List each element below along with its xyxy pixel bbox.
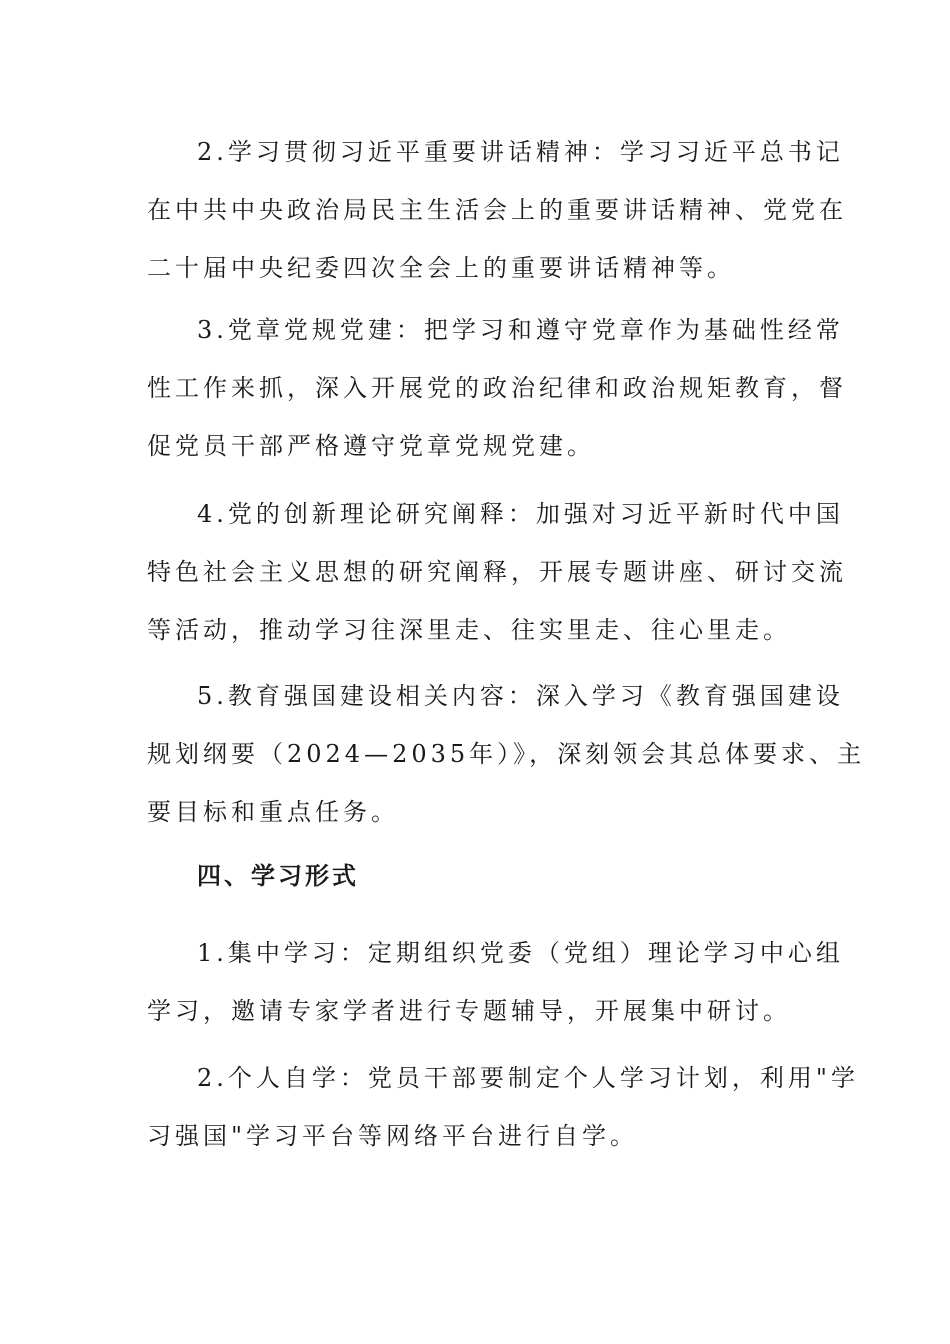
paragraph-line: 习强国"学习平台等网络平台进行自学。	[147, 1122, 639, 1150]
paragraph-line: 5.教育强国建设相关内容：深入学习《教育强国建设	[197, 682, 844, 710]
paragraph-line: 特色社会主义思想的研究阐释，开展专题讲座、研讨交流	[147, 558, 847, 586]
paragraph-line: 1.集中学习：定期组织党委（党组）理论学习中心组	[197, 939, 844, 967]
paragraph-line: 性工作来抓，深入开展党的政治纪律和政治规矩教育，督	[147, 374, 847, 402]
paragraph-line: 学习，邀请专家学者进行专题辅导，开展集中研讨。	[147, 997, 791, 1025]
paragraph-line: 等活动，推动学习往深里走、往实里走、往心里走。	[147, 616, 791, 644]
paragraph-line: 4.党的创新理论研究阐释：加强对习近平新时代中国	[197, 500, 844, 528]
paragraph-line: 2.学习贯彻习近平重要讲话精神：学习习近平总书记	[197, 138, 844, 166]
paragraph-line: 2.个人自学：党员干部要制定个人学习计划，利用"学	[197, 1064, 859, 1092]
paragraph-line: 在中共中央政治局民主生活会上的重要讲话精神、党党在	[147, 196, 847, 224]
paragraph-line: 规划纲要（2024—2035年）》，深刻领会其总体要求、主	[147, 740, 866, 768]
paragraph-line: 二十届中央纪委四次全会上的重要讲话精神等。	[147, 254, 735, 282]
paragraph-line: 促党员干部严格遵守党章党规党建。	[147, 432, 595, 460]
paragraph-line: 3.党章党规党建：把学习和遵守党章作为基础性经常	[197, 316, 844, 344]
paragraph-line: 要目标和重点任务。	[147, 798, 399, 826]
section-heading: 四、学习形式	[197, 862, 359, 890]
